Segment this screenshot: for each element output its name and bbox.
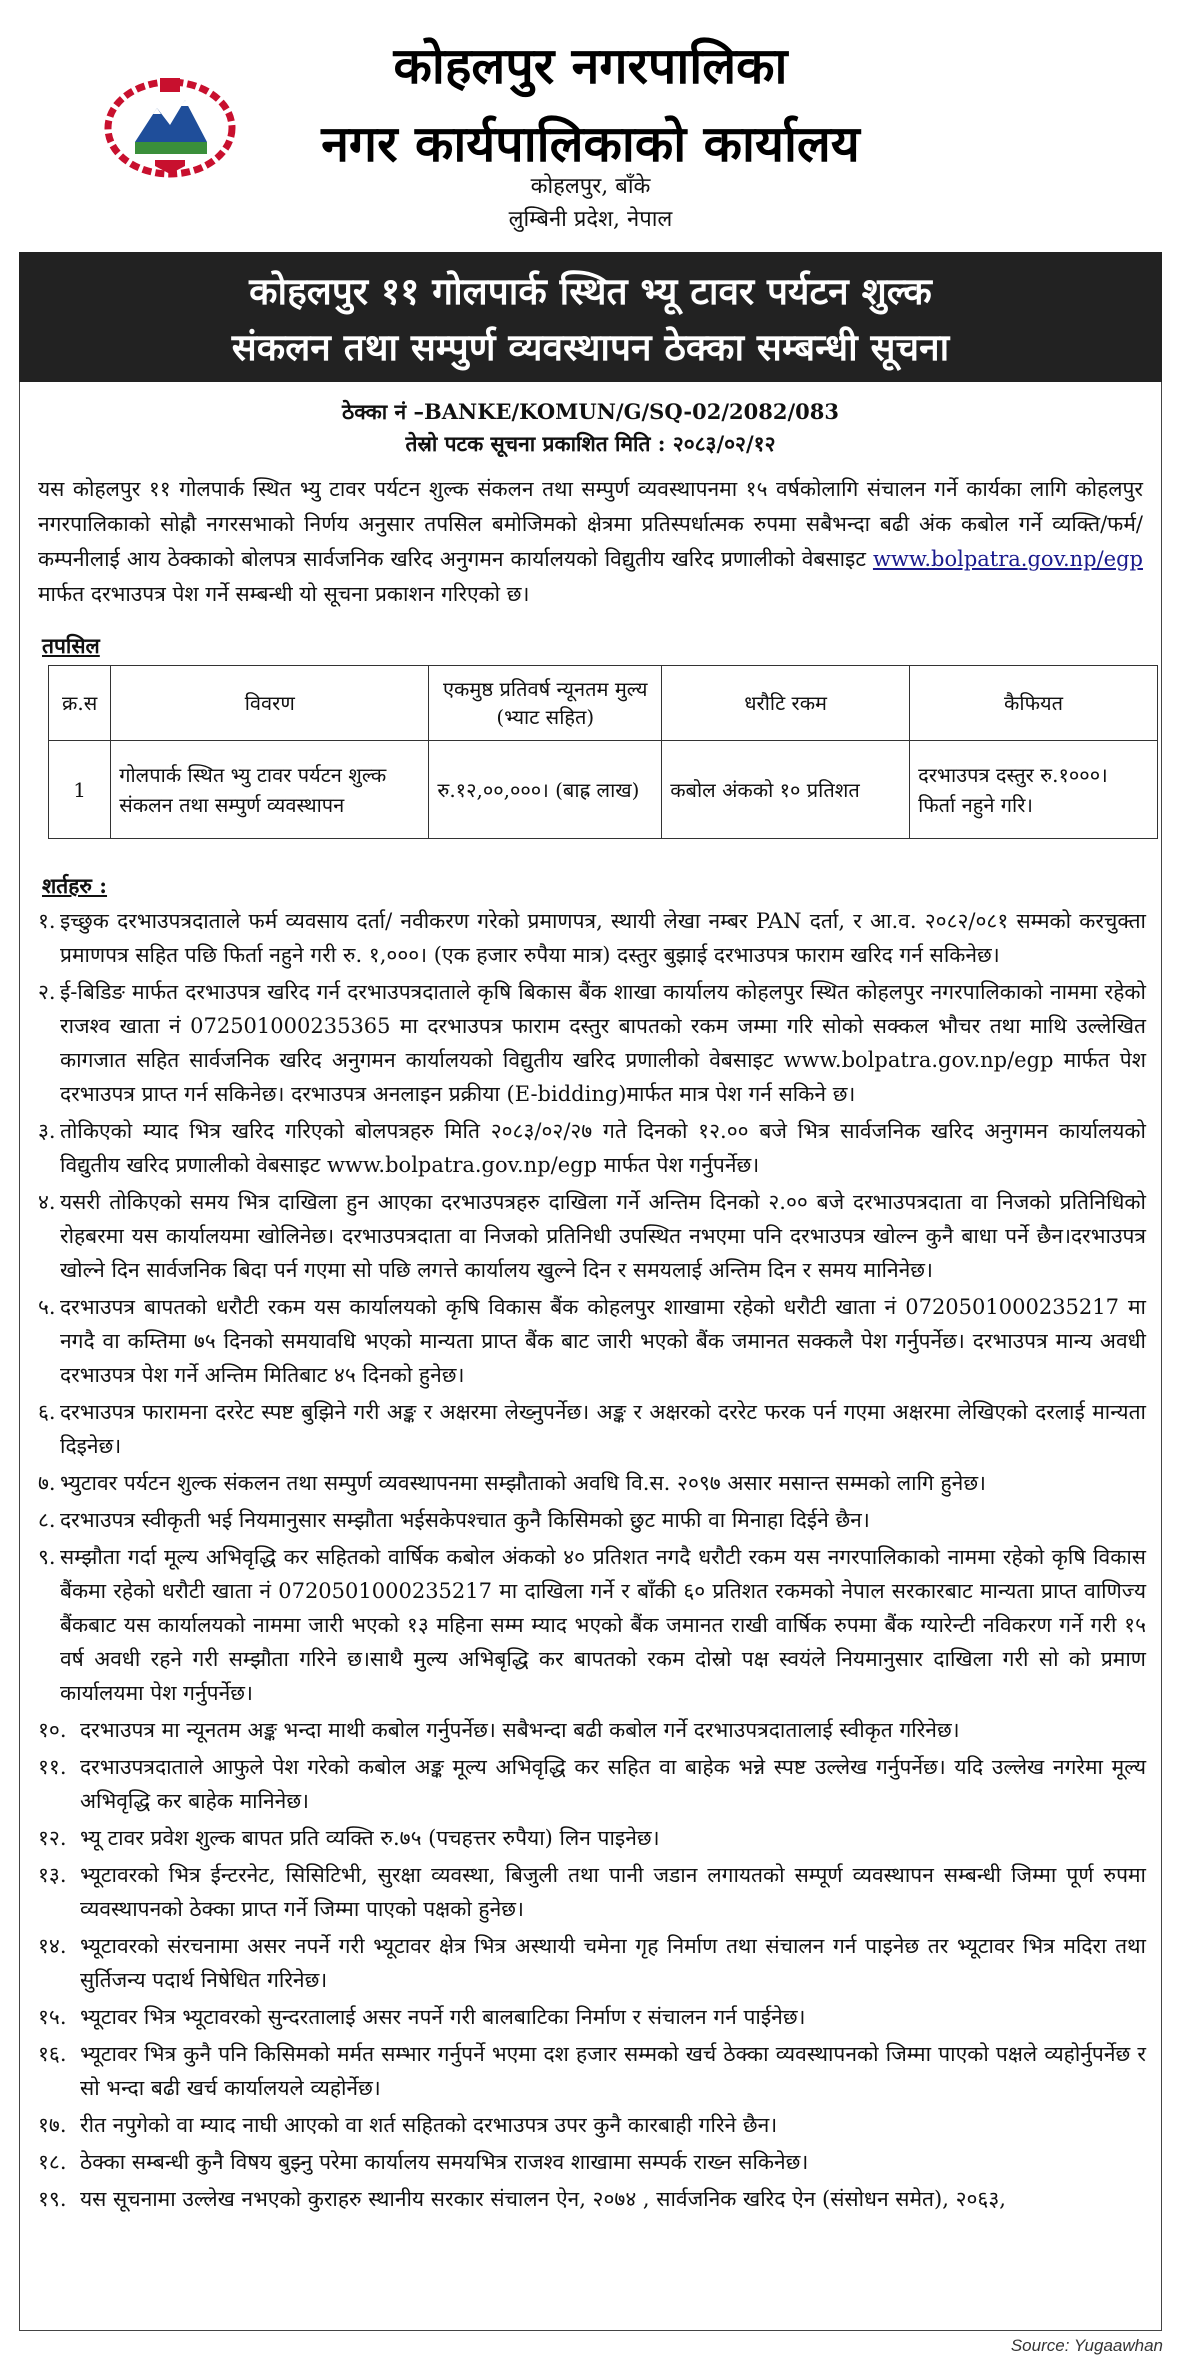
term-text: भ्यू टावर प्रवेश शुल्क बापत प्रति व्यक्ति रु.७५ (पचहत्तर रुपैया) लिन पाइनेछ। [80, 1826, 660, 1850]
term-text: ई-बिडिङ मार्फत दरभाउपत्र खरिद गर्न दरभाउपत्रदाताले कृषि बिकास बैंक शाखा कार्यालय कोहलपुर स्थित कोहलपुर नगरपालिकाको नाममा रहेको राजश्व खाता नं 072501000235365 मा दरभाउपत्र फाराम दस्तुर बापतको रकम जम्मा गरि सोको सक्कल भौचर तथा माथि उल्लेखित कागजात सहित सार्वजनिक खरिद अनुगमन कार्यालयको विद्युतीय खरिद प्रणालीको वेबसाइट www.bolpatra.gov.np/egp मार्फत पेश दरभाउपत्र प्राप्त गर्न सकिनेछ। दरभाउपत्र अनलाइन प्रक्रीया (E-bidding)मार्फत मात्र पेश गर्न सकिने छ। [60, 980, 1146, 1106]
office-subtitle: नगर कार्यपालिकाको कार्यालय [321, 114, 860, 173]
term-text: दरभाउपत्र मा न्यूनतम अङ्क भन्दा माथी कबोल गर्नुपर्नेछ। सबैभन्दा बढी कबोल गर्ने दरभाउपत्रदातालाई स्वीकृत गरिनेछ। [80, 1718, 960, 1742]
notice-title-banner [19, 252, 1162, 382]
address-line1: कोहलपुर, बाँके [530, 174, 651, 199]
term-item [38, 975, 1146, 1111]
term-item [38, 1540, 1146, 1710]
cell-min-value: रु.१२,००,०००। (बाह्र लाख) [429, 741, 662, 839]
intro-paragraph [38, 472, 1143, 612]
term-number: ६. [38, 1400, 56, 1424]
notice-title-line1: कोहलपुर ११ गोलपार्क स्थित भ्यू टावर पर्यटन शुल्क [249, 269, 932, 313]
term-item [38, 2182, 1146, 2216]
column-header: धरौटि रकम [662, 666, 910, 741]
notice-header [0, 0, 1181, 252]
table-row [49, 741, 1158, 839]
schedule-table [48, 665, 1158, 839]
term-number: १२. [38, 1826, 67, 1850]
term-number: १३. [38, 1863, 67, 1887]
term-number: ७. [38, 1471, 56, 1495]
term-number: १७. [38, 2113, 67, 2137]
cell-deposit: कबोल अंकको १० प्रतिशत [662, 741, 910, 839]
column-header: क्र.स [49, 666, 111, 741]
term-text: दरभाउपत्रदाताले आफुले पेश गरेको कबोल अङ्क मूल्य अभिवृद्धि कर सहित वा बाहेक भन्ने स्पष्ट उल्लेख गर्नुपर्नेछ। यदि उल्लेख नगरेमा मूल्य अभिवृद्धि कर बाहेक मानिनेछ। [80, 1755, 1146, 1813]
term-item [38, 1503, 1146, 1537]
term-text: यसरी तोकिएको समय भित्र दाखिला हुन आएका दरभाउपत्रहरु दाखिला गर्ने अन्तिम दिनको २.०० बजे दरभाउपत्रदाता वा निजको प्रतिनिधिको रोहबरमा यस कार्यालयमा खोलिनेछ। दरभाउपत्रदाता वा निजको प्रतिनिधी उपस्थित नभएमा पनि दरभाउपत्र खोल्न कुनै बाधा पर्ने छैन।दरभाउपत्र खोल्ने दिन सार्वजनिक बिदा पर्न गएमा सो पछि लगत्ते कार्यालय खुल्ने दिन र समयलाई अन्तिम दिन र समय मानिनेछ। [60, 1190, 1146, 1282]
cell-description: गोलपार्क स्थित भ्यु टावर पर्यटन शुल्क संकलन तथा सम्पुर्ण व्यवस्थापन [111, 741, 429, 839]
column-header: कैफियत [910, 666, 1158, 741]
term-item [38, 1713, 1146, 1747]
term-number: १६. [38, 2042, 67, 2066]
term-number: १५. [38, 2005, 67, 2029]
term-text: दरभाउपत्र फारामना दररेट स्पष्ट बुझिने गरी अङ्क र अक्षरमा लेख्नुपर्नेछ। अङ्क र अक्षरको दररेट फरक पर्न गएमा अक्षरमा लेखिएको दरलाई मान्यता दिइनेछ। [60, 1400, 1146, 1458]
term-number: ११. [38, 1755, 67, 1779]
term-number: ३. [38, 1119, 56, 1143]
table-header-row [49, 666, 1158, 741]
term-item [38, 1750, 1146, 1818]
term-text: यस सूचनामा उल्लेख नभएको कुराहरु स्थानीय सरकार संचालन ऐन, २०७४ , सार्वजनिक खरिद ऐन (संसोधन समेत), २०६३, [80, 2187, 1006, 2211]
term-text: भ्युटावर पर्यटन शुल्क संकलन तथा सम्पुर्ण व्यवस्थापनमा सम्झौताको अवधि वि.स. २०९७ असार मसान्त सम्मको लागि हुनेछ। [60, 1471, 987, 1495]
term-item [38, 1929, 1146, 1997]
term-item [38, 2108, 1146, 2142]
address-line2: लुम्बिनी प्रदेश, नेपाल [508, 207, 673, 232]
column-header: एकमुष्ठ प्रतिवर्ष न्यूनतम मुल्य (भ्याट सहित) [429, 666, 662, 741]
term-number: ८. [38, 1508, 56, 1532]
source-credit: Source: Yugaawhan [1010, 2336, 1163, 2355]
cell-sn: 1 [49, 741, 111, 839]
term-number: १८. [38, 2150, 67, 2174]
bolpatra-link[interactable]: www.bolpatra.gov.np/egp [872, 547, 1143, 571]
term-text: सम्झौता गर्दा मूल्य अभिवृद्धि कर सहितको वार्षिक कबोल अंकको ४० प्रतिशत नगदै धरौटी रकम यस नगरपालिकाको नाममा रहेको कृषि विकास बैंकमा रहेको धरौटी खाता नं 0720501000235217 मा दाखिला गर्ने र बाँकी ६० प्रतिशत रकमको नेपाल सरकारबाट मान्यता प्राप्त वाणिज्य बैंकबाट यस कार्यालयको नाममा जारी भएको १३ महिना सम्म म्याद भएको बैंक जमानत राखी वार्षिक रुपमा बैंक ग्यारेन्टी नविकरण गर्ने गरी १५ वर्ष अवधी रहने गरी सम्झौता गरिने छ।साथै मुल्य अभिबृद्धि कर बापतको रकम दोस्रो पक्ष स्वयंले नियमानुसार दाखिला गरी सो को प्रमाण कार्यालयमा पेश गर्नुपर्नेछ। [60, 1545, 1146, 1705]
cell-remarks: दरभाउपत्र दस्तुर रु.१०००। फिर्ता नहुने गरि। [910, 741, 1158, 839]
term-number: १. [38, 909, 56, 933]
publication-date: तेस्रो पटक सूचना प्रकाशित मिति : २०८३/०२/१२ [405, 431, 776, 456]
term-text: भ्यूटावर भित्र भ्यूटावरको सुन्दरतालाई असर नपर्ने गरी बालबाटिका निर्माण र संचालन गर्न पाईनेछ। [80, 2005, 806, 2029]
terms-title: शर्तहरु : [42, 873, 108, 898]
term-item [38, 1185, 1146, 1287]
term-text: भ्यूटावरको संरचनामा असर नपर्ने गरी भ्यूटावर क्षेत्र भित्र अस्थायी चमेना गृह निर्माण तथा संचालन गर्न पाइनेछ तर भ्यूटावर भित्र मदिरा तथा सुर्तिजन्य पदार्थ निषेधित गरिनेछ। [80, 1934, 1146, 1992]
term-text: भ्यूटावरको भित्र ईन्टरनेट, सिसिटिभी, सुरक्षा व्यवस्था, बिजुली तथा पानी जडान लगायतको सम्पूर्ण व्यवस्थापन सम्बन्धी जिम्मा पूर्ण रुपमा व्यवस्थापनको ठेक्का प्राप्त गर्ने जिम्मा पाएको पक्षको हुनेछ। [80, 1863, 1146, 1921]
term-text: इच्छुक दरभाउपत्रदाताले फर्म व्यवसाय दर्ता/ नवीकरण गरेको प्रमाणपत्र, स्थायी लेखा नम्बर PAN दर्ता, र आ.व. २०८२/०८१ सम्मको करचुक्ता प्रमाणपत्र सहित पछि फिर्ता नहुने गरी रु. १,०००। (एक हजार रुपैया मात्र) दस्तुर बुझाई दरभाउपत्र फाराम खरिद गर्न सकिनेछ। [60, 909, 1146, 967]
intro-tail: मार्फत दरभाउपत्र पेश गर्ने सम्बन्धी यो सूचना प्रकाशन गरिएको छ। [38, 582, 530, 606]
term-item [38, 1290, 1146, 1392]
terms-list [38, 904, 1146, 2219]
term-number: १४. [38, 1934, 67, 1958]
term-item [38, 2000, 1146, 2034]
term-text: दरभाउपत्र बापतको धरौटी रकम यस कार्यालयको कृषि विकास बैंक कोहलपुर शाखामा रहेको धरौटी खाता नं 0720501000235217 मा नगदै वा कम्तिमा ७५ दिनको समयावधि भएको मान्यता प्राप्त बैंक बाट जारी भएको बैंक जमानत सक्कलै पेश गर्नुपर्नेछ। दरभाउपत्र मान्य अवधी दरभाउपत्र पेश गर्ने अन्तिम मितिबाट ४५ दिनको हुनेछ। [60, 1295, 1146, 1387]
term-number: ९. [38, 1545, 56, 1569]
term-item [38, 1821, 1146, 1855]
term-text: ठेक्का सम्बन्धी कुनै विषय बुझ्नु परेमा कार्यालय समयभित्र राजश्व शाखामा सम्पर्क राख्न सकिनेछ। [80, 2150, 809, 2174]
notice-title-line2: संकलन तथा सम्पुर्ण व्यवस्थापन ठेक्का सम्बन्धी सूचना [231, 325, 950, 369]
notice-body [19, 382, 1162, 2331]
term-text: तोकिएको म्याद भित्र खरिद गरिएको बोलपत्रहरु मिति २०८३/०२/२७ गते दिनको १२.०० बजे भित्र सार्वजनिक खरिद अनुगमन कार्यालयको विद्युतीय खरिद प्रणालीको वेबसाइट www.bolpatra.gov.np/egp मार्फत पेश गर्नुपर्नेछ। [60, 1119, 1146, 1177]
term-item [38, 1858, 1146, 1926]
term-item [38, 1114, 1146, 1182]
term-number: २. [38, 980, 56, 1004]
office-name: कोहलपुर नगरपालिका [393, 36, 788, 95]
contract-number: ठेक्का नं –BANKE/KOMUN/G/SQ-02/2082/083 [342, 399, 839, 424]
term-text: भ्यूटावर भित्र कुनै पनि किसिमको मर्मत सम्भार गर्नुपर्ने भएमा दश हजार सम्मको खर्च ठेक्का व्यवस्थापनको जिम्मा पाएको पक्षले व्यहोर्नुपर्नेछ र सो भन्दा बढी खर्च कार्यालयले व्यहोर्नेछ। [80, 2042, 1146, 2100]
term-number: ४. [38, 1190, 56, 1214]
term-item [38, 1466, 1146, 1500]
term-number: १९. [38, 2187, 67, 2211]
term-text: दरभाउपत्र स्वीकृती भई नियमानुसार सम्झौता भईसकेपश्चात कुनै किसिमको छुट माफी वा मिनाहा दिईने छैन। [60, 1508, 870, 1532]
term-item [38, 904, 1146, 972]
term-number: ५. [38, 1295, 56, 1319]
schedule-label: तपसिल [42, 633, 100, 658]
term-item [38, 2037, 1146, 2105]
intro-text: यस कोहलपुर ११ गोलपार्क स्थित भ्यु टावर पर्यटन शुल्क संकलन तथा सम्पुर्ण व्यवस्थापनमा १५ वर्षकोलागि संचालन गर्ने कार्यका लागि कोहलपुर नगरपालिकाको सोह्रौ नगरसभाको निर्णय अनुसार तपसिल बमोजिमको क्षेत्रमा प्रतिस्पर्धात्मक रुपमा सबैभन्दा बढी अंक कबोल गर्ने व्यक्ति/फर्म/कम्पनीलाई आय ठेक्काको बोलपत्र सार्वजनिक खरिद अनुगमन कार्यालयको विद्युतीय खरिद प्रणालीको वेबसाइट [38, 477, 1143, 571]
term-number: १०. [38, 1718, 67, 1742]
term-item [38, 2145, 1146, 2179]
term-item [38, 1395, 1146, 1463]
column-header: विवरण [111, 666, 429, 741]
term-text: रीत नपुगेको वा म्याद नाघी आएको वा शर्त सहितको दरभाउपत्र उपर कुनै कारबाही गरिने छैन। [80, 2113, 778, 2137]
